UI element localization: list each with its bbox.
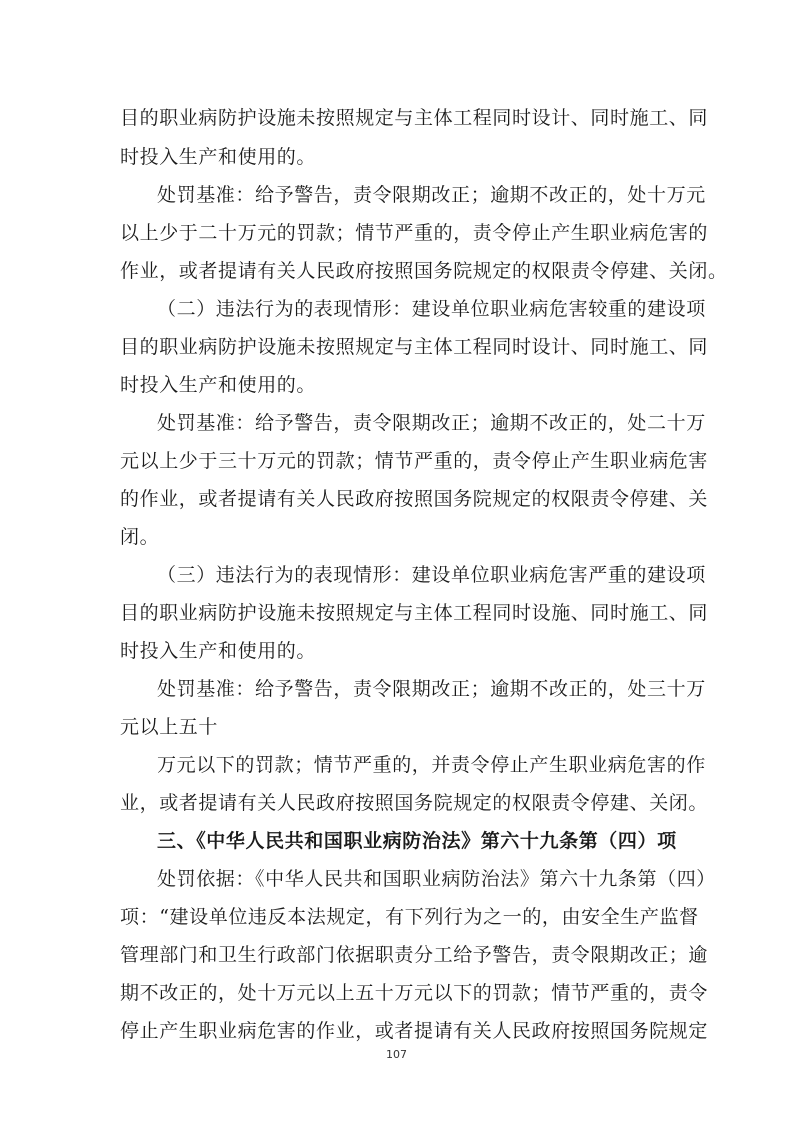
text-line: 元以上五十 xyxy=(120,716,219,738)
text-line: 业，或者提请有关人民政府按照国务院规定的权限责令停建、关闭。 xyxy=(120,792,709,814)
text-line: 停止产生职业病危害的作业，或者提请有关人民政府按照国务院规定 xyxy=(120,1020,709,1042)
text-line: 期不改正的，处十万元以上五十万元以下的罚款；情节严重的，责令 xyxy=(120,982,709,1004)
text-line: 闭。 xyxy=(120,526,160,548)
text-line: 作业，或者提请有关人民政府按照国务院规定的权限责令停建、关闭。 xyxy=(120,260,728,282)
text-line: 的作业，或者提请有关人民政府按照国务院规定的权限责令停建、关 xyxy=(120,488,709,510)
text-line: 目的职业病防护设施未按照规定与主体工程同时设施、同时施工、同 xyxy=(120,602,709,624)
text-line: 时投入生产和使用的。 xyxy=(120,374,317,396)
text-line: 以上少于二十万元的罚款；情节严重的，责令停止产生职业病危害的 xyxy=(120,222,709,244)
text-line: 时投入生产和使用的。 xyxy=(120,640,317,662)
text-line: 元以上少于三十万元的罚款；情节严重的，责令停止产生职业病危害 xyxy=(120,450,709,472)
text-line: 管理部门和卫生行政部门依据职责分工给予警告，责令限期改正；逾 xyxy=(120,944,709,966)
section-heading: 三、《中华人民共和国职业病防治法》第六十九条第（四）项 xyxy=(157,830,677,852)
text-line: （二）违法行为的表现情形：建设单位职业病危害较重的建设项 xyxy=(157,298,706,320)
text-line: 万元以下的罚款；情节严重的，并责令停止产生职业病危害的作 xyxy=(157,754,706,776)
text-line: 处罚基准：给予警告，责令限期改正；逾期不改正的，处三十万 xyxy=(157,678,706,700)
text-line: 项：“建设单位违反本法规定，有下列行为之一的，由安全生产监督 xyxy=(120,906,699,928)
text-line: 目的职业病防护设施未按照规定与主体工程同时设计、同时施工、同 xyxy=(120,336,709,358)
text-line: 时投入生产和使用的。 xyxy=(120,146,317,168)
text-line: 目的职业病防护设施未按照规定与主体工程同时设计、同时施工、同 xyxy=(120,107,709,129)
text-line: （三）违法行为的表现情形：建设单位职业病危害严重的建设项 xyxy=(157,564,706,586)
text-line: 处罚依据：《中华人民共和国职业病防治法》第六十九条第（四） xyxy=(157,868,716,890)
page-number: 107 xyxy=(386,1048,407,1061)
text-line: 处罚基准：给予警告，责令限期改正；逾期不改正的，处二十万 xyxy=(157,412,706,434)
text-line: 处罚基准：给予警告，责令限期改正；逾期不改正的，处十万元 xyxy=(157,184,706,206)
